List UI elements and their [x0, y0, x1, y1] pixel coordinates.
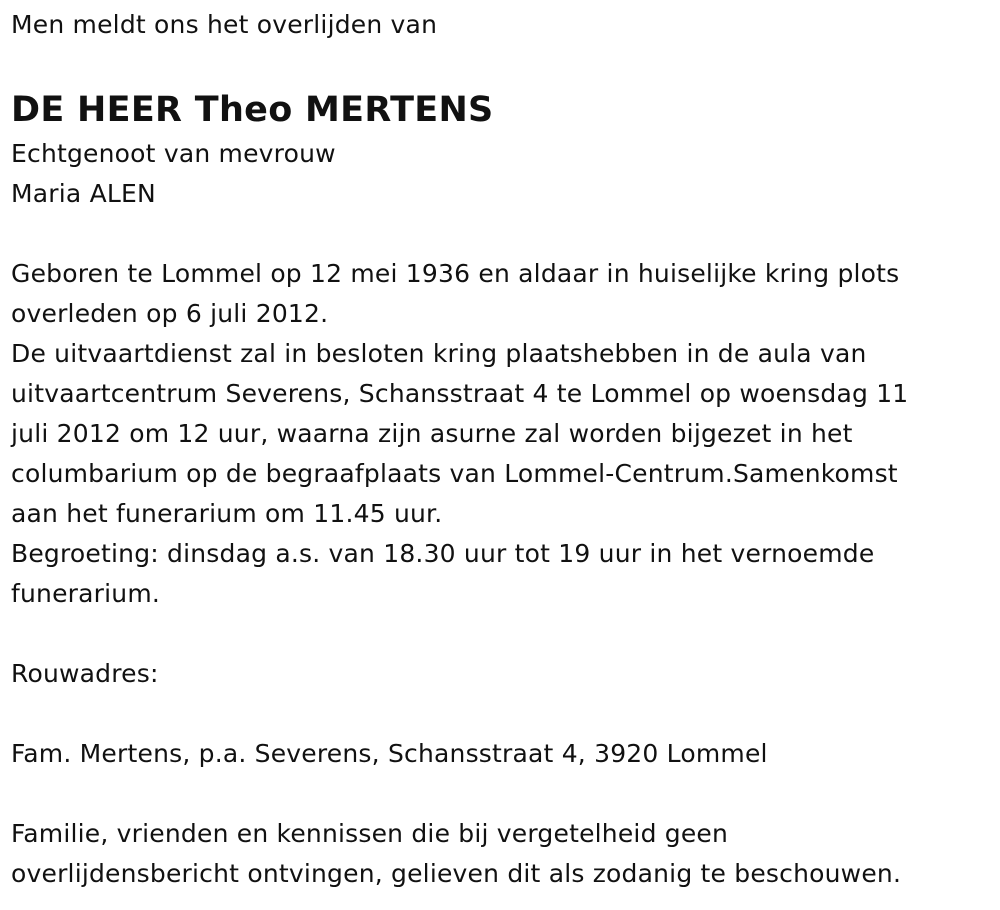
address-label: Rouwadres:: [11, 659, 159, 688]
spacer: [11, 214, 986, 254]
death-notice: [11, 5, 986, 894]
body-line: columbarium op de begraafplaats van Lommel-Centrum.Samenkomst: [11, 459, 898, 488]
mourning-address: Fam. Mertens, p.a. Severens, Schansstraat 4, 3920 Lommel: [11, 739, 768, 768]
closing-note: [11, 814, 986, 894]
body-line: De uitvaartdienst zal in besloten kring plaatshebben in de aula van: [11, 339, 867, 368]
body-line: funerarium.: [11, 579, 161, 608]
closing-line: overlijdensbericht ontvingen, gelieven dit als zodanig te beschouwen.: [11, 859, 902, 888]
body-line: aan het funerarium om 11.45 uur.: [11, 499, 443, 528]
body-line: uitvaartcentrum Severens, Schansstraat 4 te Lommel op woensdag 11: [11, 379, 909, 408]
notice-body: [11, 254, 986, 614]
spacer: [11, 694, 986, 734]
body-line: juli 2012 om 12 uur, waarna zijn asurne zal worden bijgezet in het: [11, 419, 853, 448]
deceased-name: DE HEER Theo MERTENS: [11, 90, 494, 130]
body-line: overleden op 6 juli 2012.: [11, 299, 329, 328]
spacer: [11, 45, 986, 85]
body-line: Begroeting: dinsdag a.s. van 18.30 uur tot 19 uur in het vernoemde: [11, 539, 875, 568]
spouse-relation: Echtgenoot van mevrouw: [11, 139, 336, 168]
closing-line: Familie, vrienden en kennissen die bij vergetelheid geen: [11, 819, 729, 848]
spacer: [11, 614, 986, 654]
spacer: [11, 774, 986, 814]
body-line: Geboren te Lommel op 12 mei 1936 en aldaar in huiselijke kring plots: [11, 259, 900, 288]
spouse-name: Maria ALEN: [11, 179, 156, 208]
intro-text: Men meldt ons het overlijden van: [11, 10, 438, 39]
